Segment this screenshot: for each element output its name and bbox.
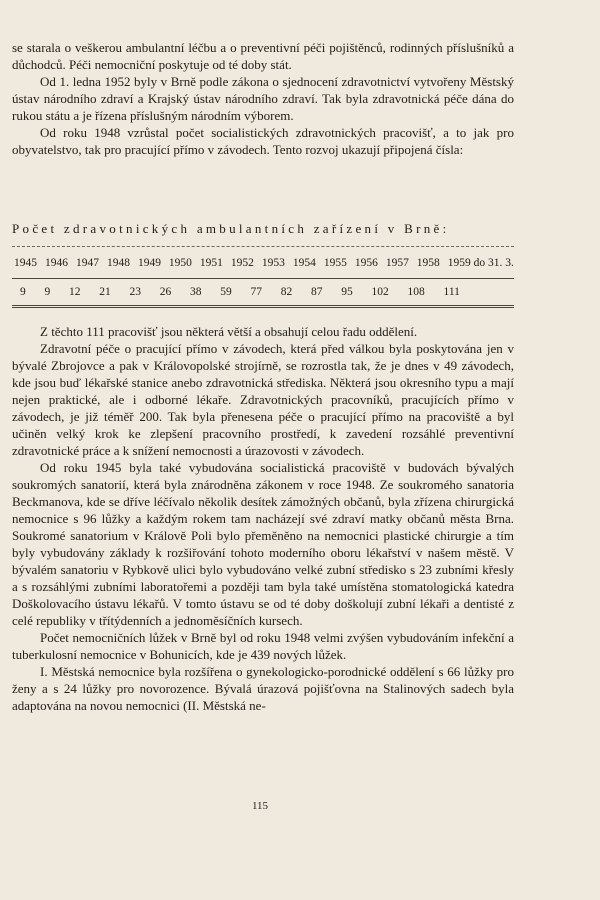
year-cell: 1952	[230, 257, 254, 269]
table-top-rule	[12, 246, 514, 247]
top-text-block	[12, 39, 514, 158]
bottom-text-block	[12, 323, 514, 714]
years-row	[14, 257, 514, 269]
paragraph: Z těchto 111 pracovišť jsou některá větší a obsahují celou řadu oddělení.	[40, 324, 418, 339]
paragraph: Od roku 1948 vzrůstal počet socialistických zdravotnických pracovišť, a to jak pro obyvatelstvo, tak pro pracující přímo v závodech. Tento rozvoj ukazují připojená čísla:	[12, 125, 514, 157]
value-cell: 111	[443, 286, 460, 298]
year-cell: 1953	[261, 257, 285, 269]
year-cell: 1945	[14, 257, 37, 269]
year-cell: 1946	[44, 257, 68, 269]
page-number: 115	[251, 800, 269, 812]
value-cell: 26	[159, 286, 172, 298]
year-cell: 1959 do 31. 3.	[447, 257, 514, 269]
year-cell: 1954	[292, 257, 316, 269]
table-bottom-rule	[12, 305, 514, 308]
paragraph: se starala o veškerou ambulantní léčbu a o preventivní péči pojištěnců, rodinných příslušníků a důchodců. Péči nemocniční poskytuje od té doby stát.	[12, 40, 514, 72]
value-cell: 82	[280, 286, 293, 298]
paragraph: I. Městská nemocnice byla rozšířena o gynekologicko-porodnické oddělení s 66 lůžky pro ženy a s 24 lůžky pro novorozence. Bývalá úrazová pojišťovna na Stalinových sadech byla adaptována na novou nemocnici (II. Městská ne-	[12, 664, 514, 713]
year-cell: 1947	[75, 257, 99, 269]
paragraph: Od roku 1945 byla také vybudována socialistická pracoviště v budovách bývalých soukromých sanatorií, která byla znárodněna zákonem v roce 1948. Ze soukromého sanatoria Beckmanova, kde se dříve léčívalo několik desítek zámožných občanů, byla zřízena chirurgická nemocnice s 96 lůžky a každým rokem tam nacházejí své zdraví matky občanů města Brna. Soukromé sanatorium v Králově Poli bylo přeměněno na nemocnici plastické chirurgie a tím byly vybudovány základy k rozšiřování tohoto moderního oboru lékařství v našem městě. V bývalém sanatoriu v Rybkově ulici bylo vybudováno velké zubní středisko s 23 zubními křesly a s rozsáhlými zubními laboratořemi a později tam byla také umístěna stomatologická katedra Doškolovacího ústavu lékařů. V tomto ústavu se od té doby doškolují zubní lékaři a dentisté z celé republiky v třítýdenních a jednoměsíčních kursech.	[12, 460, 514, 628]
year-cell: 1950	[168, 257, 192, 269]
year-cell: 1951	[199, 257, 223, 269]
value-cell: 21	[99, 286, 111, 298]
year-cell: 1955	[323, 257, 347, 269]
paragraph: Od 1. ledna 1952 byly v Brně podle zákona o sjednocení zdravotnictví vytvořeny Městský ústav národního zdraví a Krajský ústav národního zdraví. Tak byla zdravotnická péče dána do rukou státu a je řízena příslušným národním výborem.	[12, 74, 514, 123]
value-cell: 9	[44, 286, 51, 298]
value-cell: 77	[250, 286, 262, 298]
year-cell: 1948	[106, 257, 130, 269]
year-cell: 1956	[354, 257, 378, 269]
value-cell: 9	[20, 286, 26, 298]
values-row	[20, 286, 460, 298]
value-cell: 59	[220, 286, 232, 298]
value-cell: 12	[69, 286, 81, 298]
value-cell: 87	[311, 286, 323, 298]
paragraph: Zdravotní péče o pracující přímo v závodech, která před válkou byla poskytována jen v bývalé Zbrojovce a pak v Královopolské strojírně, se rozrostla tak, že je dnes v 49 závodech, kde jsou buď lékařské stanice anebo zdravotnická střediska. Některá jsou okresního typu a mají nejen praktické, ale i odborné lékaře. Zdravotnických pracovníků, pracujících přímo v závodech, je již téměř 200. Tak byla přenesena péče o pracující přímo na pracoviště a byl učiněn velký krok ke zlepšení pracovního prostředí, k zavedení rozsáhlé preventivní zdravotnické práce a k snížení nemocnosti a úrazovosti v závodech.	[12, 341, 514, 458]
year-cell: 1949	[137, 257, 161, 269]
value-cell: 102	[371, 286, 389, 298]
table-title: Počet zdravotnických ambulantních zařízení v Brně:	[12, 221, 450, 236]
value-cell: 23	[129, 286, 141, 298]
paragraph: Počet nemocničních lůžek v Brně byl od roku 1948 velmi zvýšen vybudováním infekční a tuberkulosní nemocnice v Bohunicích, kde je 439 nových lůžek.	[12, 630, 514, 662]
value-cell: 38	[190, 286, 202, 298]
table-middle-rule	[12, 278, 514, 279]
value-cell: 108	[407, 286, 425, 298]
year-cell: 1957	[385, 257, 409, 269]
year-cell: 1958	[416, 257, 440, 269]
value-cell: 95	[341, 286, 353, 298]
